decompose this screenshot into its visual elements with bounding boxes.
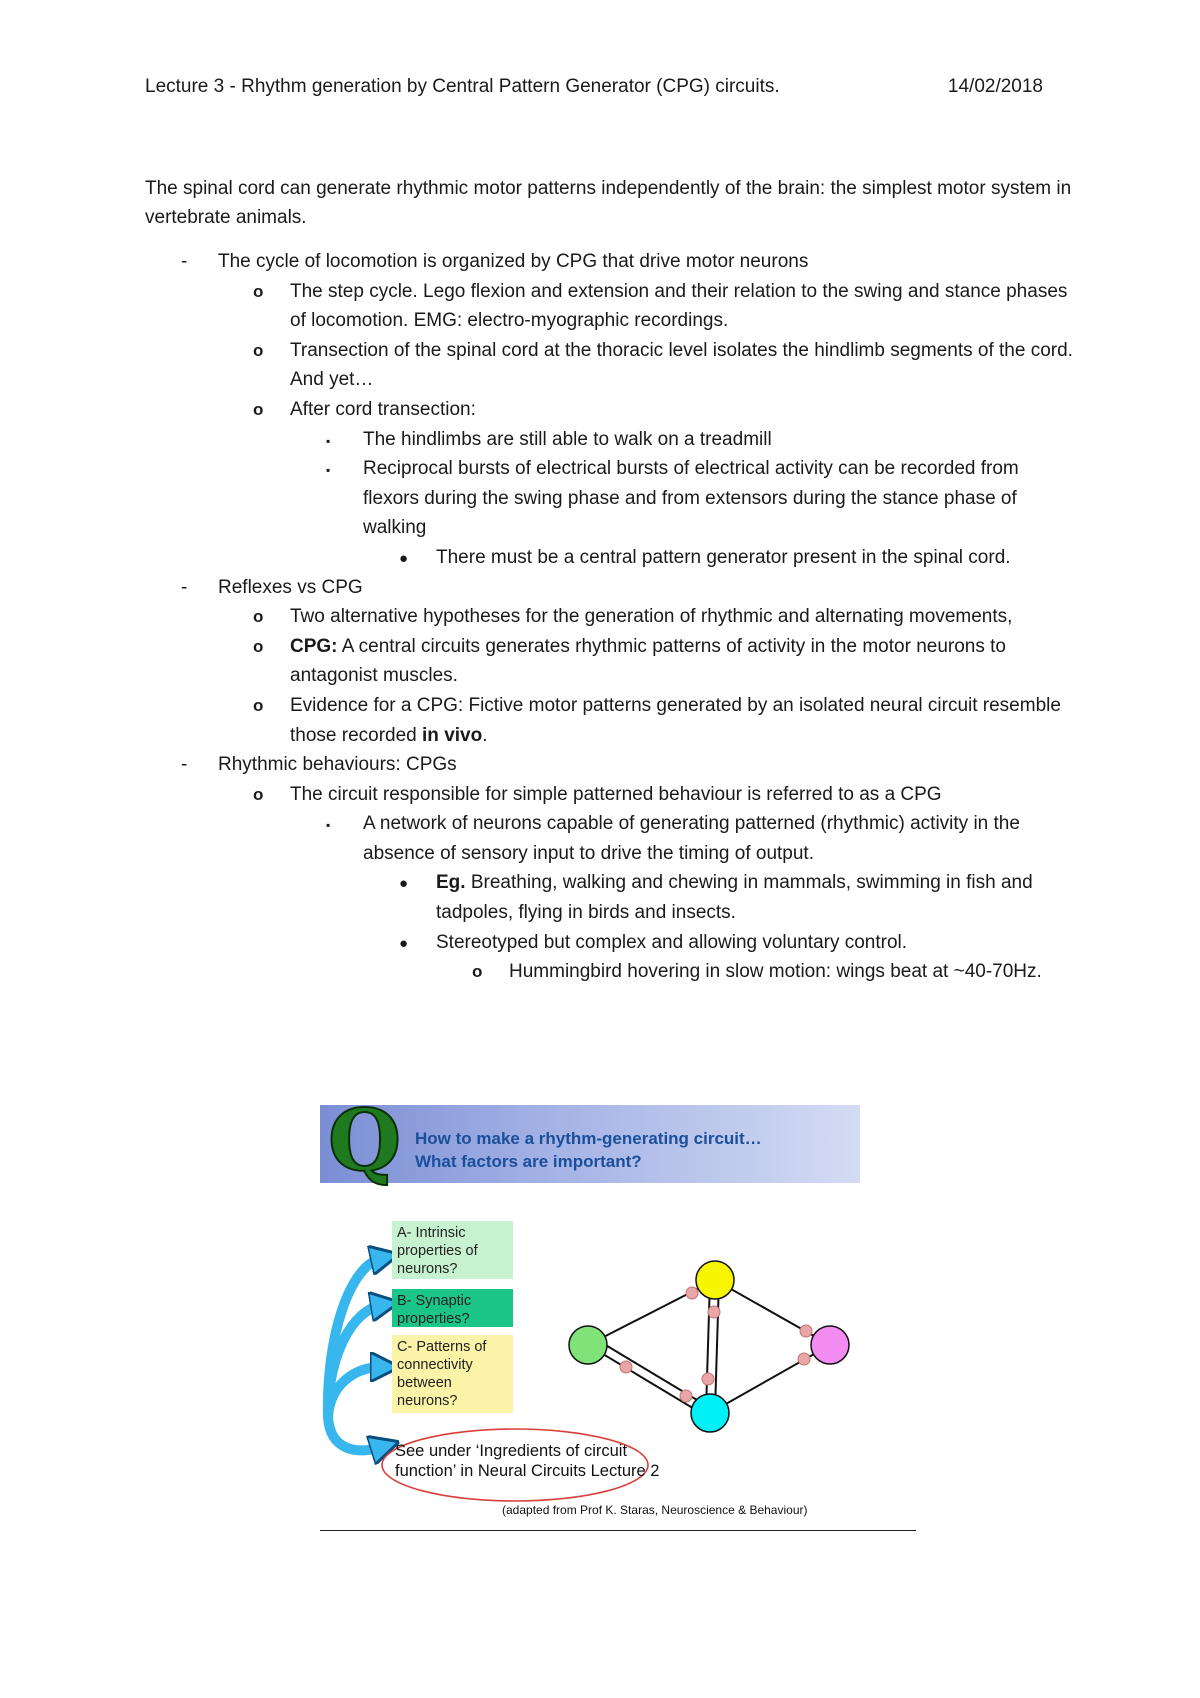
synapse-dot [800,1325,812,1337]
figure-note [395,1441,659,1481]
cpg-figure [320,1091,930,1525]
arrow-to-note [328,1417,382,1450]
list-item-text: A network of neurons capable of generating patterned (rhythmic) activity in the absence of sensory input to drive the timing of output. [363,813,1020,864]
list-item-text: Hummingbird hovering in slow motion: wings beat at ~40-70Hz. [509,961,1042,983]
list-item-text: There must be a central pattern generator present in the spinal cord. [436,546,1011,568]
list-item-text: Reciprocal bursts of electrical bursts of electrical activity can be recorded from flexors during the swing phase and from extensors during the stance phase of walking [363,458,1019,539]
synapse-dot [620,1361,632,1373]
list-item [145,277,1075,336]
circle-bullet: o [253,784,264,804]
list-item-text: Rhythmic behaviours: CPGs [218,754,457,776]
connection-left-bottom-b [594,1338,712,1409]
lecture-outline [145,247,1075,987]
circle-bullet: o [253,399,264,419]
list-item-text: The hindlimbs are still able to walk on a treadmill [363,428,772,450]
list-item-text: Reflexes vs CPG [218,576,363,598]
list-item-text: A central circuits generates rhythmic patterns of activity in the motor neurons to antagonist muscles. [290,635,1006,687]
synapse-dot [708,1306,720,1318]
term-cpg: CPG: [290,635,338,657]
connection-bottom-right [710,1345,830,1413]
figure-rule [320,1530,916,1531]
term-eg: Eg. [436,872,466,894]
list-item [145,957,1075,987]
list-item [145,868,1075,927]
factor-box-synaptic: B- Synaptic properties? [392,1289,513,1327]
circle-bullet: o [253,636,264,656]
dot-bullet: ● [399,549,409,567]
list-item-text: Breathing, walking and chewing in mammals, swimming in fish and tadpoles, flying in birds and insects. [436,872,1033,924]
connection-top-right [715,1280,830,1345]
circle-bullet: o [253,607,264,627]
neuron-green [569,1326,607,1364]
list-item [145,395,1075,425]
intro-paragraph: The spinal cord can generate rhythmic motor patterns independently of the brain: the simplest motor system in vertebrate animals. [145,178,1072,228]
list-item [145,809,1075,868]
list-item-text: Two alternative hypotheses for the generation of rhythmic and alternating movements, [290,606,1013,628]
list-item [145,573,1075,603]
dot-bullet: ● [399,875,409,893]
list-item-text: The circuit responsible for simple patterned behaviour is referred to as a CPG [290,783,942,805]
factor-box-connectivity: C- Patterns of connectivity between neurons? [392,1335,513,1413]
list-item-text: Transection of the spinal cord at the thoracic level isolates the hindlimb segments of the cord. And yet… [290,339,1073,391]
dot-bullet: ● [399,934,409,952]
figure-title-line-1: How to make a rhythm-generating circuit… [415,1129,762,1148]
synapse-dot [680,1390,692,1402]
dash-bullet: - [181,576,188,598]
list-item [145,247,1075,277]
square-bullet: ▪ [326,818,331,833]
lecture-date: 14/02/2018 [947,76,1043,97]
figure-note-line-1: See under ‘Ingredients of circuit [395,1442,628,1460]
list-item [145,543,1075,573]
list-item [145,632,1075,691]
list-item-text: Stereotyped but complex and allowing voluntary control. [436,931,908,953]
circle-bullet: o [253,281,264,301]
circle-bullet: o [253,695,264,715]
neuron-cyan [691,1394,729,1432]
synapse-dot [686,1287,698,1299]
synapse-dot [798,1353,810,1365]
term-in-vivo: in vivo [422,724,483,746]
dash-bullet: - [181,251,188,272]
square-bullet: ▪ [326,463,331,478]
list-item-text-end: . [482,724,488,746]
q-logo: Q [328,1091,402,1190]
list-item [145,425,1075,455]
figure-note-line-2: function’ in Neural Circuits Lecture 2 [395,1462,660,1480]
circle-bullet: o [253,340,264,360]
lecture-title: Lecture 3 - Rhythm generation by Central Pattern Generator (CPG) circuits. [145,76,780,97]
list-item-text: The step cycle. Lego flexion and extension and their relation to the swing and stance phases of locomotion. EMG: electro-myographic recordings. [290,280,1068,332]
figure-credit: (adapted from Prof K. Staras, Neuroscience & Behaviour) [502,1503,808,1517]
list-item [145,928,1075,958]
figure-title-line-2: What factors are important? [415,1152,642,1171]
list-item [145,691,1075,750]
list-item-text: Evidence for a CPG: Fictive motor patterns generated by an isolated neural circuit resemble those recorded [290,694,1061,746]
connection-top-bottom-a [706,1280,710,1411]
list-item [145,780,1075,810]
list-item-text: After cord transection: [290,398,476,420]
factor-box-intrinsic: A- Intrinsic properties of neurons? [392,1221,513,1279]
neuron-pink [811,1326,849,1364]
list-item [145,336,1075,395]
connection-left-bottom-a [588,1345,706,1416]
list-item [145,602,1075,632]
list-item [145,454,1075,543]
square-bullet: ▪ [326,433,331,448]
circle-bullet: o [472,962,483,982]
list-item-text: The cycle of locomotion is organized by CPG that drive motor neurons [218,251,809,272]
list-item [145,750,1075,780]
neuron-yellow [696,1261,734,1299]
dash-bullet: - [181,754,188,776]
factor-arrows [328,1258,382,1450]
synapse-dot [702,1373,714,1385]
